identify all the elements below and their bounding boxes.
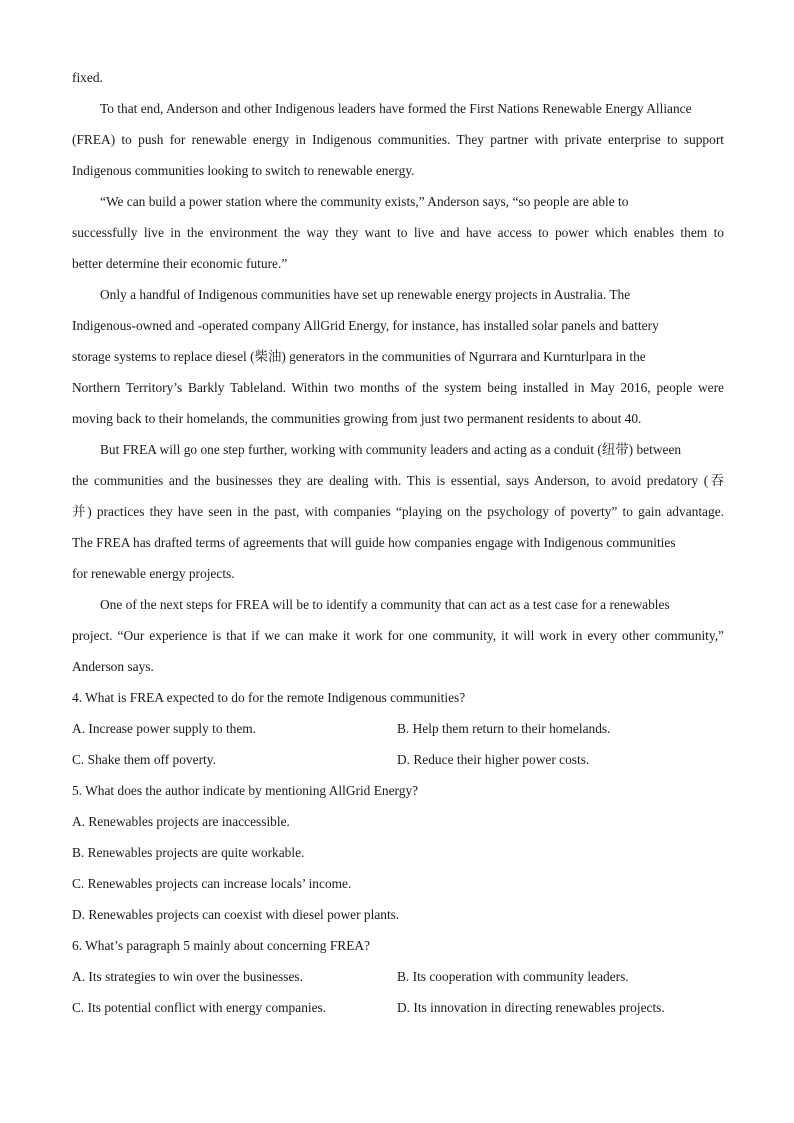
passage-line: (FREA) to push for renewable energy in Indigenous communities. They partner with private enterprise to support <box>72 132 724 147</box>
passage-line: “We can build a power station where the community exists,” Anderson says, “so people are able to <box>100 194 629 209</box>
passage-line: To that end, Anderson and other Indigenous leaders have formed the First Nations Renewable Energy Alliance <box>100 101 692 116</box>
passage-line: Indigenous-owned and -operated company AllGrid Energy, for instance, has installed solar panels and battery <box>72 318 659 333</box>
option-c: C. Its potential conflict with energy companies. <box>72 1000 327 1015</box>
option-b: B. Renewables projects are quite workable. <box>72 845 305 860</box>
passage-line: better determine their economic future.” <box>72 256 288 271</box>
option-c: C. Shake them off poverty. <box>72 752 216 767</box>
passage-line: 并) practices they have seen in the past, with companies “playing on the psychology of poverty” to gain advantage. <box>72 504 724 519</box>
option-c: C. Renewables projects can increase locals’ income. <box>72 876 352 891</box>
passage-line: But FREA will go one step further, working with community leaders and acting as a conduit (纽带) between <box>100 442 682 457</box>
passage-line: successfully live in the environment the way they want to live and have access to power which enables them to <box>72 225 724 240</box>
passage-line: for renewable energy projects. <box>72 566 235 581</box>
option-d: D. Reduce their higher power costs. <box>397 752 590 767</box>
question-6 <box>72 930 724 1023</box>
passage-line: project. “Our experience is that if we can make it work for one community, it will work in every other community,” <box>72 628 724 643</box>
question-stem: 4. What is FREA expected to do for the remote Indigenous communities? <box>72 690 466 705</box>
passage-line: storage systems to replace diesel (柴油) generators in the communities of Ngurrara and Kurnturlpara in the <box>72 349 646 364</box>
option-a: A. Renewables projects are inaccessible. <box>72 814 290 829</box>
option-d: D. Its innovation in directing renewables projects. <box>397 1000 665 1015</box>
option-a: A. Its strategies to win over the businesses. <box>72 969 303 984</box>
passage-line: the communities and the businesses they are dealing with. This is essential, says Anderson, to avoid predatory (吞 <box>72 473 724 488</box>
passage-line: The FREA has drafted terms of agreements that will guide how companies engage with Indigenous communities <box>72 535 676 550</box>
passage-line: Only a handful of Indigenous communities have set up renewable energy projects in Australia. The <box>100 287 631 302</box>
question-5 <box>72 775 724 930</box>
option-b: B. Help them return to their homelands. <box>397 721 611 736</box>
passage-line: Indigenous communities looking to switch to renewable energy. <box>72 163 415 178</box>
passage-line: One of the next steps for FREA will be to identify a community that can act as a test case for a renewables <box>100 597 670 612</box>
passage <box>72 62 724 682</box>
question-stem: 5. What does the author indicate by mentioning AllGrid Energy? <box>72 783 419 798</box>
question-4 <box>72 682 724 775</box>
option-b: B. Its cooperation with community leaders. <box>397 969 629 984</box>
passage-line: Northern Territory’s Barkly Tableland. Within two months of the system being installed in May 2016, people were <box>72 380 724 395</box>
document-page <box>72 62 724 1023</box>
passage-line: moving back to their homelands, the communities growing from just two permanent residents to about 40. <box>72 411 642 426</box>
passage-line: Anderson says. <box>72 659 154 674</box>
question-stem: 6. What’s paragraph 5 mainly about concerning FREA? <box>72 938 370 953</box>
option-a: A. Increase power supply to them. <box>72 721 257 736</box>
option-d: D. Renewables projects can coexist with diesel power plants. <box>72 907 400 922</box>
passage-line: fixed. <box>72 70 103 85</box>
